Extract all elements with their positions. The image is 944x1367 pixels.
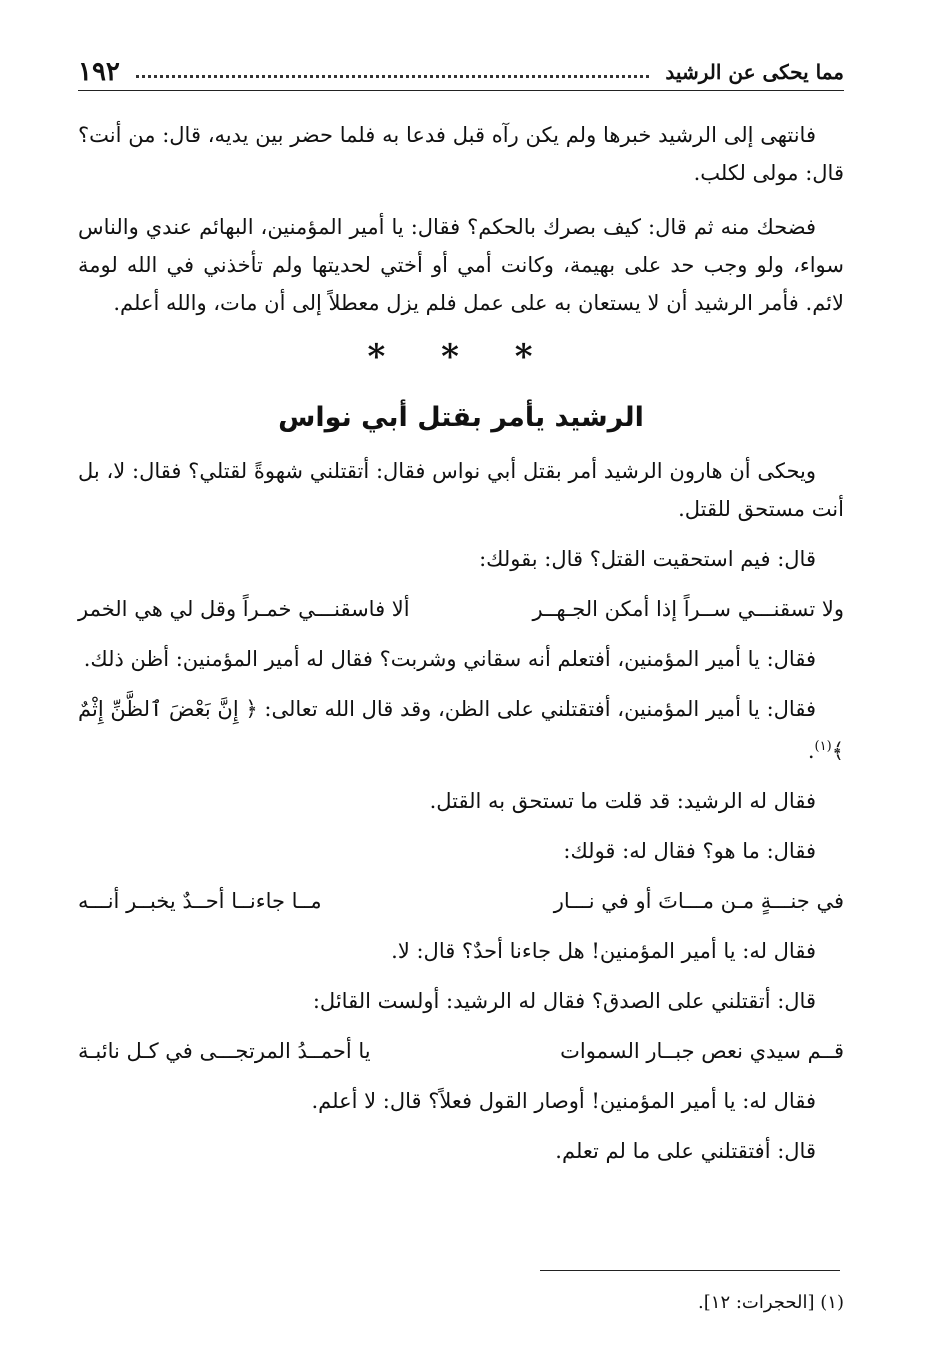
footnote-reference: (١) xyxy=(814,739,832,754)
paragraph-with-quran-quote xyxy=(78,690,844,770)
poem-verse xyxy=(78,590,844,628)
page-number: ١٩٢ xyxy=(78,57,120,87)
paragraph: فقال له: يا أمير المؤمنين! هل جاءنا أحدٌ؟ قال: لا. xyxy=(391,939,816,963)
verse-second-hemistich: ولا تسقنـــي ســراً إذا أمكن الجـهــر xyxy=(532,597,844,621)
verse-second-hemistich: في جنـــةٍ مـن مـــاتَ أو في نـــار xyxy=(553,889,844,913)
quran-quote-text: فقال: يا أمير المؤمنين، أفتقتلني على الظن، وقد قال الله تعالى: ﴿ إِنَّ بَعْضَ ٱلظَّنِّ إِثْمٌ ﴾ xyxy=(78,697,844,763)
verse-second-hemistich: قــم سيدي نعص جبــار السموات xyxy=(560,1039,844,1063)
running-header xyxy=(78,54,844,91)
header-dotted-leader xyxy=(136,75,650,78)
paragraph: ويحكى أن هارون الرشيد أمر بقتل أبي نواس فقال: أتقتلني شهوةً لقتلي؟ فقال: لا، بل أنت مستحق للقتل. xyxy=(78,459,844,521)
section-separator: * * * xyxy=(367,337,555,377)
paragraph: قال: أفتقتلني على ما لم تعلم. xyxy=(555,1139,816,1163)
verse-first-hemistich: مــا جاءنــا أحــدٌ يخبــر أنـــه xyxy=(78,889,322,913)
paragraph: فضحك منه ثم قال: كيف بصرك بالحكم؟ فقال: يا أمير المؤمنين، البهائم عندي والناس سواء، ولو وجب حد على بهيمة، وكانت أمي أو أختي لحديتها ولم تأخذني في الله لومة لائم. فأمر الرشيد أن لا يستعان به على عمل فلم يزل معطلاً إلى أن مات، والله أعلم. xyxy=(78,215,844,315)
section-title: الرشيد يأمر بقتل أبي نواس xyxy=(278,402,644,433)
poem-verse xyxy=(78,882,844,920)
running-title: مما يحكى عن الرشيد xyxy=(665,60,844,84)
verse-first-hemistich: يا أحمــدُ المرتجـــى في كـل نائبـة xyxy=(78,1039,371,1063)
footnote-divider xyxy=(540,1270,840,1271)
paragraph: فقال: يا أمير المؤمنين، أفتعلم أنه سقاني وشربت؟ فقال له أمير المؤمنين: أظن ذلك. xyxy=(83,647,816,671)
paragraph: قال: أتقتلني على الصدق؟ فقال له الرشيد: أولست القائل: xyxy=(312,989,816,1013)
page-body xyxy=(78,116,844,1182)
sentence-end: . xyxy=(807,739,815,763)
paragraph: فقال: ما هو؟ فقال له: قولك: xyxy=(563,839,816,863)
paragraph: فانتهى إلى الرشيد خبرها ولم يكن رآه قبل فدعا به فلما حضر بين يديه، قال: من أنت؟ قال: مولى لكلب. xyxy=(78,123,844,185)
paragraph: قال: فيم استحقيت القتل؟ قال: بقولك: xyxy=(479,547,816,571)
verse-first-hemistich: ألا فاسقنـــي خمـراً وقل لي هي الخمر xyxy=(78,597,410,621)
poem-verse xyxy=(78,1032,844,1070)
footnote: (١) [الحجرات: ١٢]. xyxy=(698,1292,844,1313)
paragraph: فقال له: يا أمير المؤمنين! أوصار القول فعلاً؟ قال: لا أعلم. xyxy=(311,1089,816,1113)
paragraph: فقال له الرشيد: قد قلت ما تستحق به القتل. xyxy=(429,789,816,813)
